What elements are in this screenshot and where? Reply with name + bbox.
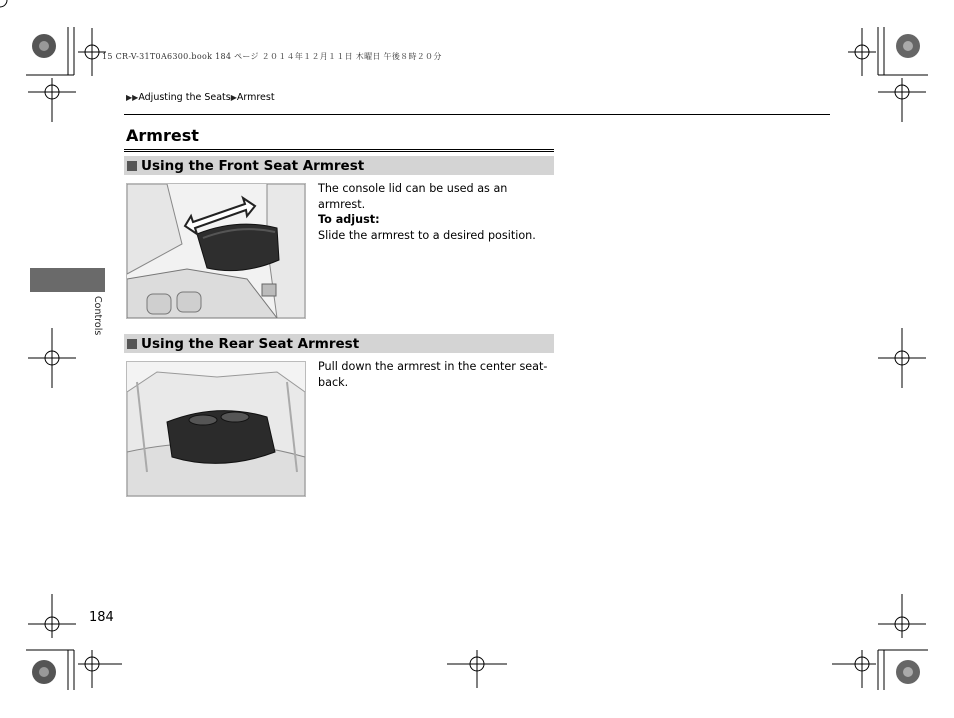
rear-armrest-description: Pull down the armrest in the center seat-back. [318, 360, 548, 389]
breadcrumb-arrow-icon: ▶▶ [126, 93, 139, 102]
header-rule [124, 114, 830, 115]
breadcrumb-arrow-icon: ▶ [230, 93, 237, 102]
section-heading-rear [124, 334, 554, 353]
title-rule [124, 151, 554, 152]
section-heading-front [124, 156, 554, 175]
section-square-icon [127, 161, 137, 171]
rear-armrest-text [318, 359, 554, 390]
print-info: 15 CR-V-31T0A6300.book 184 ページ ２０１４年１２月１１日 木曜日 午後８時２０分 [102, 52, 442, 61]
section-heading-label: Using the Rear Seat Armrest [141, 335, 360, 352]
front-armrest-description: The console lid can be used as an armrest. [318, 182, 508, 211]
page-number: 184 [89, 610, 114, 625]
breadcrumb-level2[interactable]: Armrest [236, 92, 275, 103]
front-armrest-text [318, 181, 554, 243]
front-armrest-instruction: Slide the armrest to a desired position. [318, 228, 536, 242]
section-heading-label: Using the Front Seat Armrest [141, 157, 365, 174]
chapter-tab-label: Controls [92, 296, 103, 336]
title-rule [124, 149, 554, 150]
front-armrest-subheading: To adjust: [318, 213, 380, 226]
breadcrumb-level1[interactable]: Adjusting the Seats [138, 92, 231, 103]
rear-armrest-illustration [126, 361, 306, 497]
section-square-icon [127, 339, 137, 349]
chapter-tab[interactable] [30, 268, 105, 292]
page-title: Armrest [126, 126, 199, 145]
front-armrest-illustration [126, 183, 306, 319]
breadcrumb [126, 92, 275, 103]
